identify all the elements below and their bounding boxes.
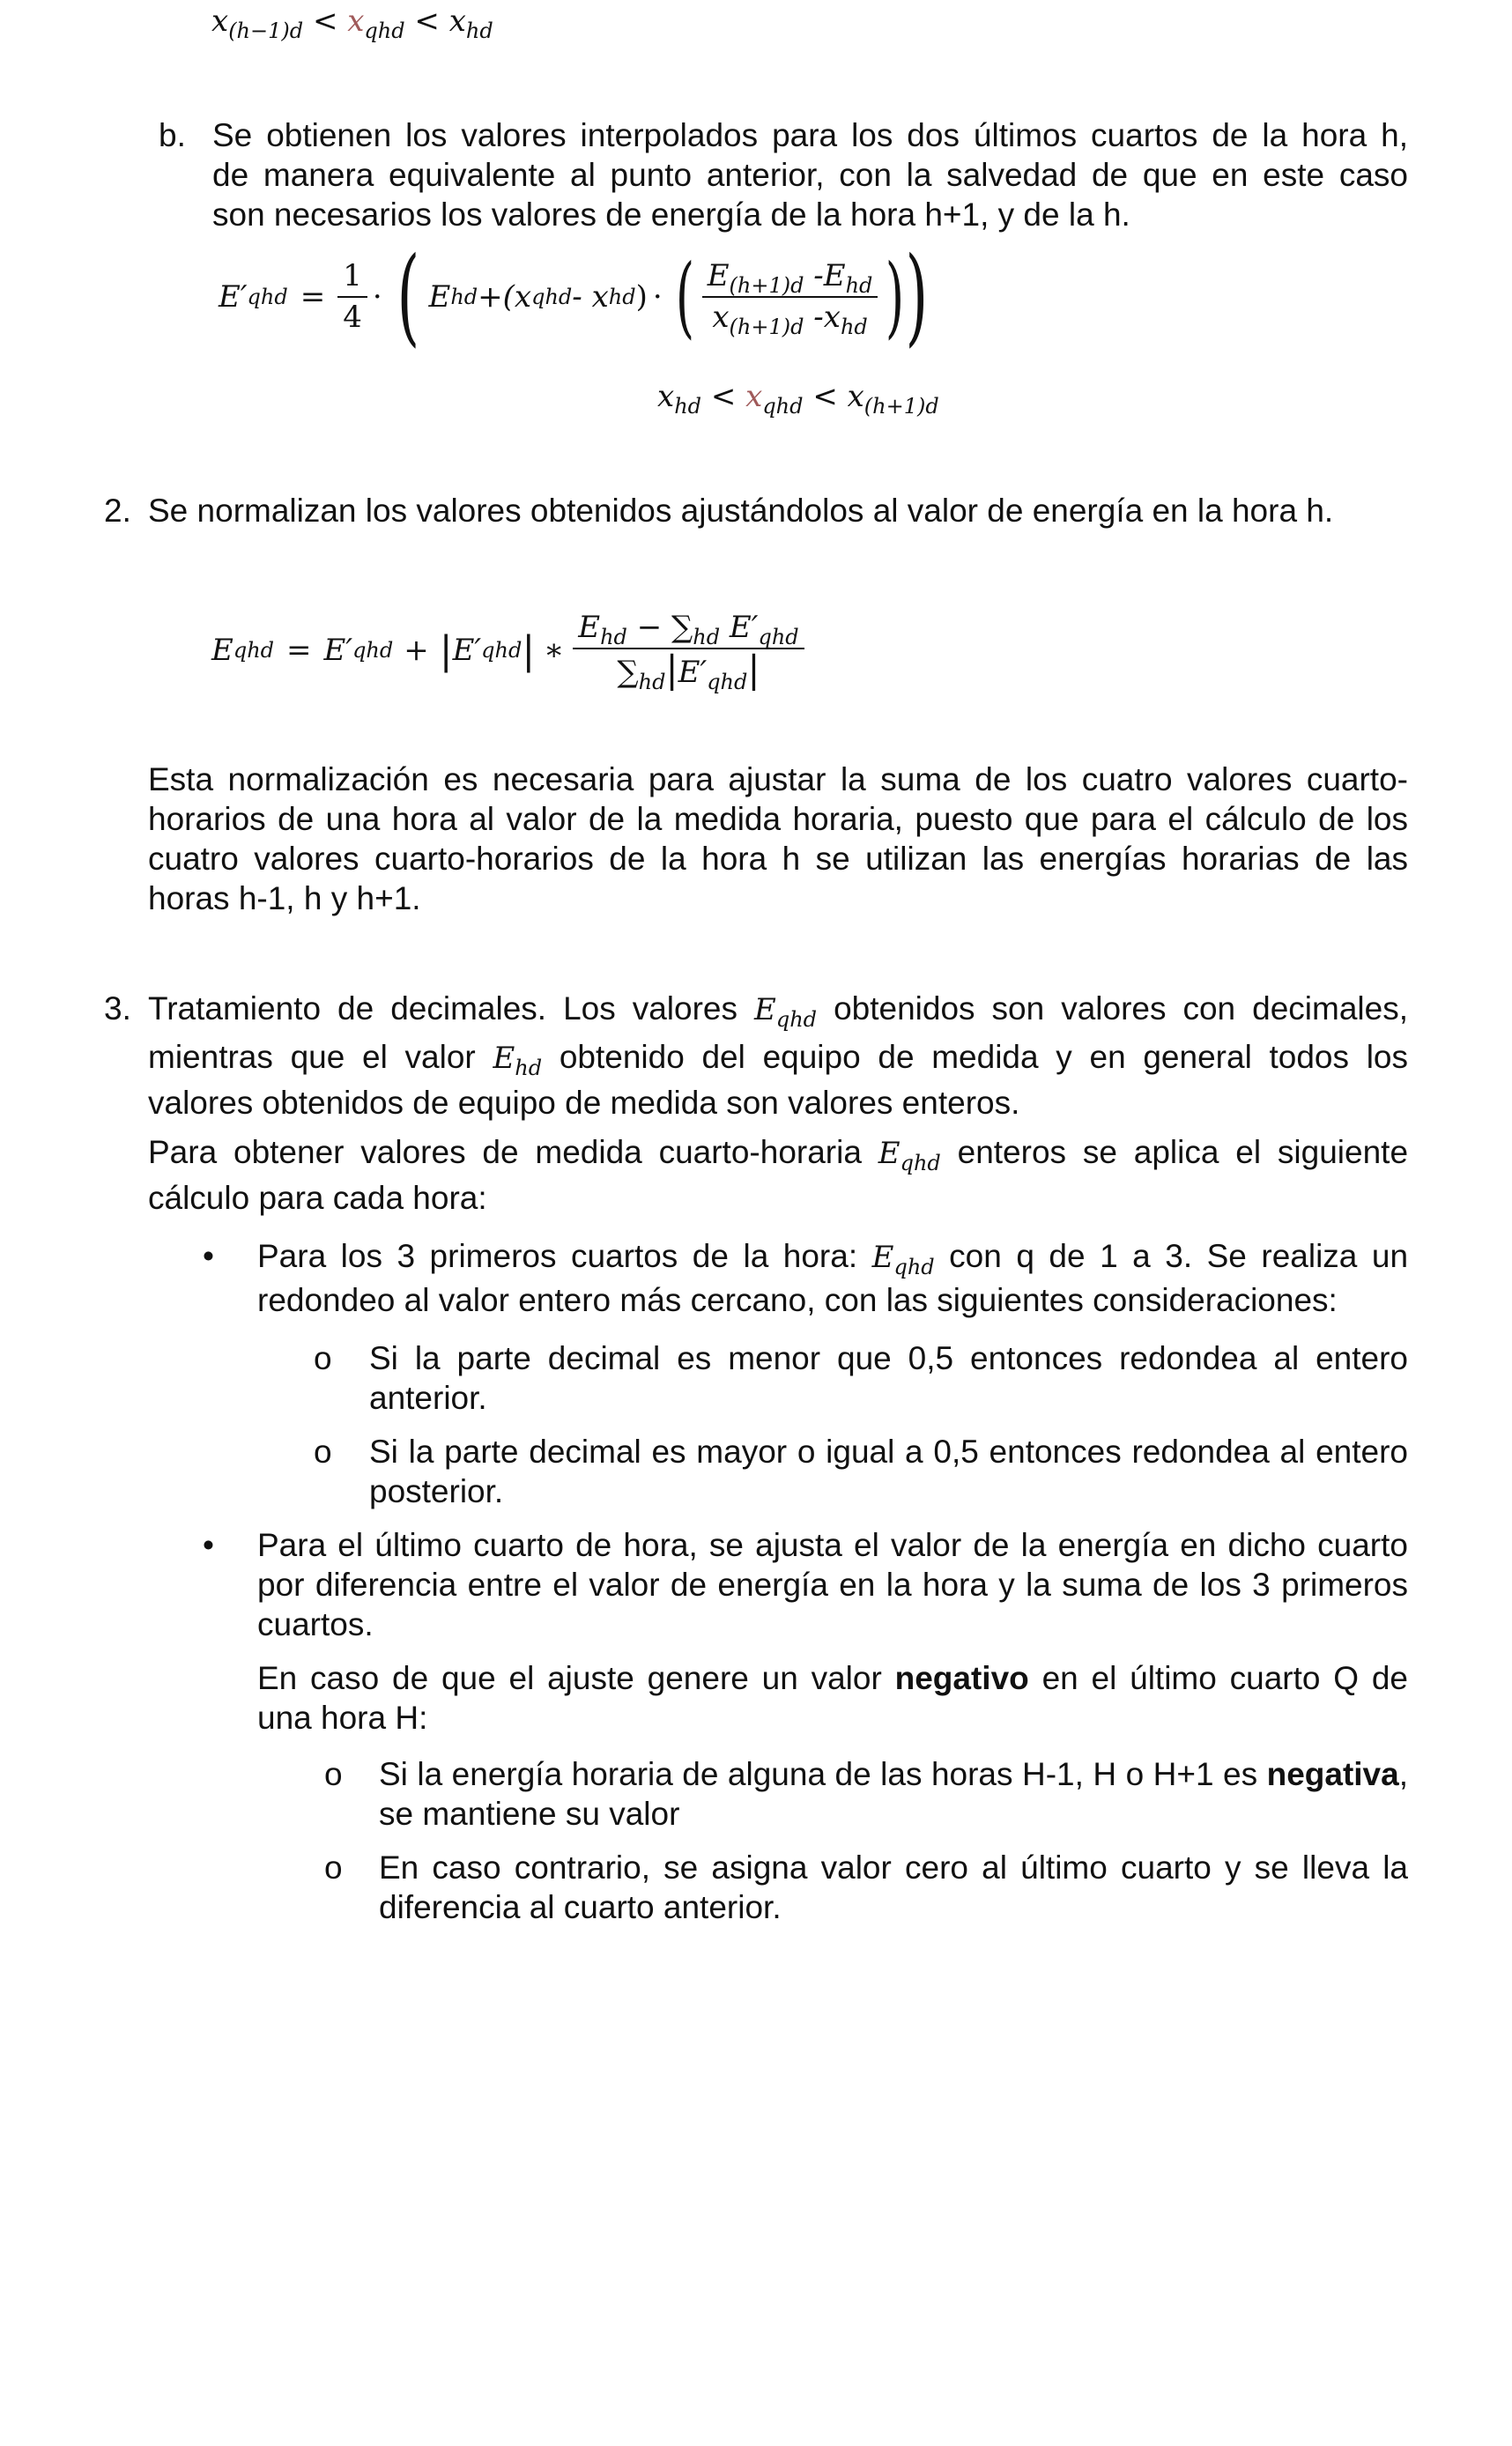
sub-bullet-1-marker: o (314, 1340, 332, 1376)
sub-bullet-3-marker: o (324, 1756, 343, 1792)
sub-bullet-2-marker: o (314, 1434, 332, 1470)
inequality-b: $x_{hd} < x_{qhd} < x_{(h+1)d}$ (657, 379, 939, 419)
normalization-formula: E qhd = E′ qhd + | E′ qhd | ∗ $\frac{E_{hd} - \sum_{hd} E'_{qhd}}{\sum_{hd}|E'_{qhd}|}$ (211, 589, 804, 712)
para-obtener: Para obtener valores de medida cuarto-horaria $E_{qhd}$ enteros se aplica el siguiente cálculo para cada hora: (148, 1134, 1409, 1216)
caso-paragraph: En caso de que el ajuste genere un valor negativo en el último cuarto Q de una hora H: (257, 1660, 1409, 1736)
sub-bullet-4-marker: o (324, 1849, 343, 1886)
item-3-text: Tratamiento de decimales. Los valores $E_{qhd}$ obtenidos son valores con decimales, mientras que el valor $E_{hd}$ obtenido del equipo de medida y en general todos los valores obtenidos de equipo de medida son valores enteros. (148, 990, 1409, 1121)
interpolation-formula: E′ qhd = $\frac{1}{4}$ · ( E hd +(x qhd - x hd ) · ( $\frac{E_{(h+1)d} -E_{hd}}{x_{(h+1)d} -x_{hd}}$ ) ) (219, 235, 929, 358)
bullet-1-text: Para los 3 primeros cuartos de la hora: $E_{qhd}$ con q de 1 a 3. Se realiza un redondeo al valor entero más cercano, con las siguientes consideraciones: (257, 1238, 1409, 1318)
item-2-text: Se normalizan los valores obtenidos ajustándolos al valor de energía en la hora h. (148, 493, 1334, 529)
bullet-1-marker: • (203, 1238, 214, 1274)
item-b-text: Se obtienen los valores interpolados para los dos últimos cuartos de la hora h, de manera equivalente al punto anterior, con la salvedad de que en este caso son necesarios los valores de energía de la hora h+1, y de la h. (212, 117, 1408, 233)
sub-bullet-2-text: Si la parte decimal es mayor o igual a 0,5 entonces redondea al entero posterior. (369, 1434, 1408, 1509)
sub-bullet-3-text: Si la energía horaria de alguna de las horas H-1, H o H+1 es negativa, se mantiene su valor (379, 1756, 1408, 1832)
bullet-2-marker: • (203, 1527, 214, 1563)
top-inequality: $x_{(h-1)d} < x_{qhd} < x_{hd}$ (211, 4, 493, 43)
item-2-marker: 2. (104, 493, 131, 529)
bullet-2-text: Para el último cuarto de hora, se ajusta el valor de la energía en dicho cuarto por diferencia entre el valor de energía en la hora y la suma de los 3 primeros cuartos. (257, 1527, 1408, 1642)
sub-bullet-1-text: Si la parte decimal es menor que 0,5 entonces redondea al entero anterior. (369, 1340, 1408, 1416)
item-b-marker: b. (159, 117, 186, 153)
sub-bullet-4-text: En caso contrario, se asigna valor cero al último cuarto y se lleva la diferencia al cuarto anterior. (379, 1849, 1408, 1925)
item-3-marker: 3. (104, 990, 131, 1027)
normalization-paragraph: Esta normalización es necesaria para ajustar la suma de los cuatro valores cuarto- horarios de una hora al valor de la medida horaria, puesto que para el cálculo de los cuatro valores cuarto-horarios de la hora h se utilizan las energías horarias de las horas h-1, h y h+1. (148, 761, 1408, 916)
